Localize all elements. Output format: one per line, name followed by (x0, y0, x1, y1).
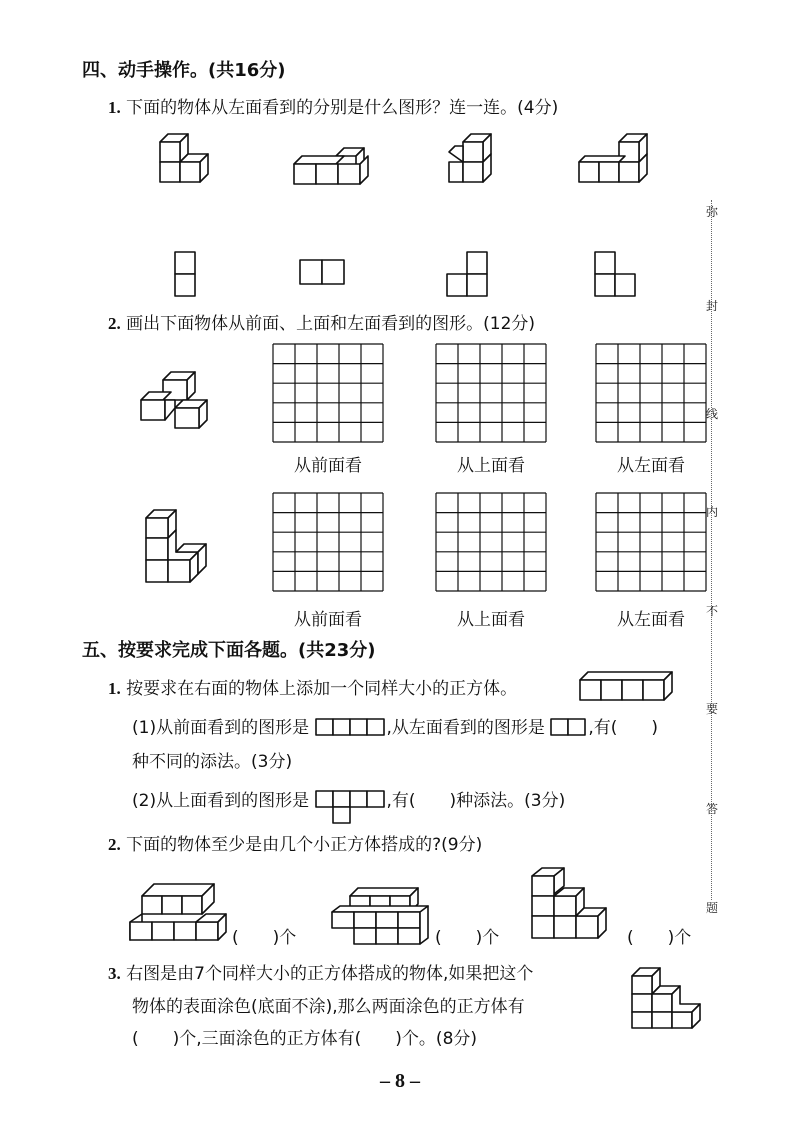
s5-q1-sub2 (132, 790, 565, 826)
s5-q1-sub1-line1 (132, 717, 658, 739)
margin-char-3: 线 (705, 407, 718, 421)
grid-left-1[interactable] (595, 343, 707, 443)
grid-left-2[interactable] (595, 492, 707, 592)
left-view-two-squares (550, 718, 588, 736)
q2-number: 2. (108, 314, 121, 333)
s5-q2-answer-3[interactable]: ( )个 (627, 928, 692, 948)
view-a-vertical-two[interactable] (173, 250, 203, 300)
view-d-l-shape[interactable] (593, 250, 643, 300)
s5-q2-solid-3 (526, 862, 626, 948)
sub1-blank[interactable]: ,有( ) (588, 718, 658, 738)
s5-q2-answer-1[interactable]: ( )个 (232, 928, 297, 948)
solid-a[interactable] (150, 126, 220, 188)
s5-q1-number: 1. (108, 679, 121, 698)
s5-q2-prompt (108, 834, 482, 856)
s5-q2-text: 下面的物体至少是由几个小正方体搭成的?(9分) (126, 835, 483, 855)
s5-q1-sub1-line2: 种不同的添法。(3分) (132, 752, 293, 772)
margin-char-4: 内 (705, 505, 718, 519)
caption-left-2: 从左面看 (617, 610, 685, 630)
s5-q2-solid-2 (326, 878, 436, 946)
caption-front-1: 从前面看 (294, 456, 362, 476)
s5-q3-line3[interactable]: ( )个,三面涂色的正方体有( )个。(8分) (132, 1029, 478, 1049)
grid-top-2[interactable] (435, 492, 547, 592)
section5-title: 五、按要求完成下面各题。(共23分) (82, 640, 376, 661)
margin-char-7: 答 (705, 802, 718, 816)
s5-q3-line1 (108, 963, 533, 985)
q2-solid-1 (137, 366, 227, 430)
section4-title: 四、动手操作。(共16分) (82, 60, 286, 81)
grid-front-1[interactable] (272, 343, 384, 443)
s5-q3-text-1: 右图是由7个同样大小的正方体搭成的物体,如果把这个 (126, 964, 534, 984)
margin-char-1: 弥 (705, 205, 718, 219)
solid-b[interactable] (288, 146, 378, 188)
q2-text: 画出下面物体从前面、上面和左面看到的图形。(12分) (126, 314, 536, 334)
page-number: – 8 – (380, 1070, 420, 1092)
margin-char-5: 不 (705, 604, 718, 618)
sub2-part-a: (2)从上面看到的图形是 (132, 791, 310, 811)
front-view-four-squares (315, 718, 387, 736)
solid-c[interactable] (443, 126, 513, 188)
caption-front-2: 从前面看 (294, 610, 362, 630)
s5-q1-prompt (108, 678, 517, 700)
s5-q1-solid (576, 670, 682, 704)
q1-text: 下面的物体从左面看到的分别是什么图形？连一连。(4分) (126, 98, 559, 118)
sub2-part-b[interactable]: ,有( )种添法。(3分) (386, 791, 566, 811)
s5-q2-answer-2[interactable]: ( )个 (435, 928, 500, 948)
s5-q2-number: 2. (108, 835, 121, 854)
caption-left-1: 从左面看 (617, 456, 685, 476)
sub1-part-a: (1)从前面看到的图形是 (132, 718, 310, 738)
q2-solid-2 (140, 506, 220, 586)
q2-prompt (108, 313, 535, 335)
s5-q3-line2: 物体的表面涂色(底面不涂),那么两面涂色的正方体有 (132, 997, 525, 1017)
s5-q2-solid-1 (128, 874, 238, 944)
margin-char-2: 封 (705, 299, 718, 313)
caption-top-1: 从上面看 (457, 456, 525, 476)
s5-q1-text: 按要求在右面的物体上添加一个同样大小的正方体。 (126, 679, 518, 699)
grid-front-2[interactable] (272, 492, 384, 592)
view-b-horizontal-two[interactable] (298, 258, 348, 288)
sub1-part-b: ,从左面看到的图形是 (386, 718, 545, 738)
top-view-t-shape (315, 790, 387, 826)
caption-top-2: 从上面看 (457, 610, 525, 630)
margin-char-6: 要 (705, 702, 718, 716)
q1-prompt (108, 97, 558, 119)
s5-q3-solid (626, 964, 706, 1030)
grid-top-1[interactable] (435, 343, 547, 443)
solid-d[interactable] (575, 126, 655, 188)
s5-q3-number: 3. (108, 964, 121, 983)
margin-char-8: 题 (705, 901, 718, 915)
view-c-l-shape[interactable] (445, 250, 495, 300)
q1-number: 1. (108, 98, 121, 117)
